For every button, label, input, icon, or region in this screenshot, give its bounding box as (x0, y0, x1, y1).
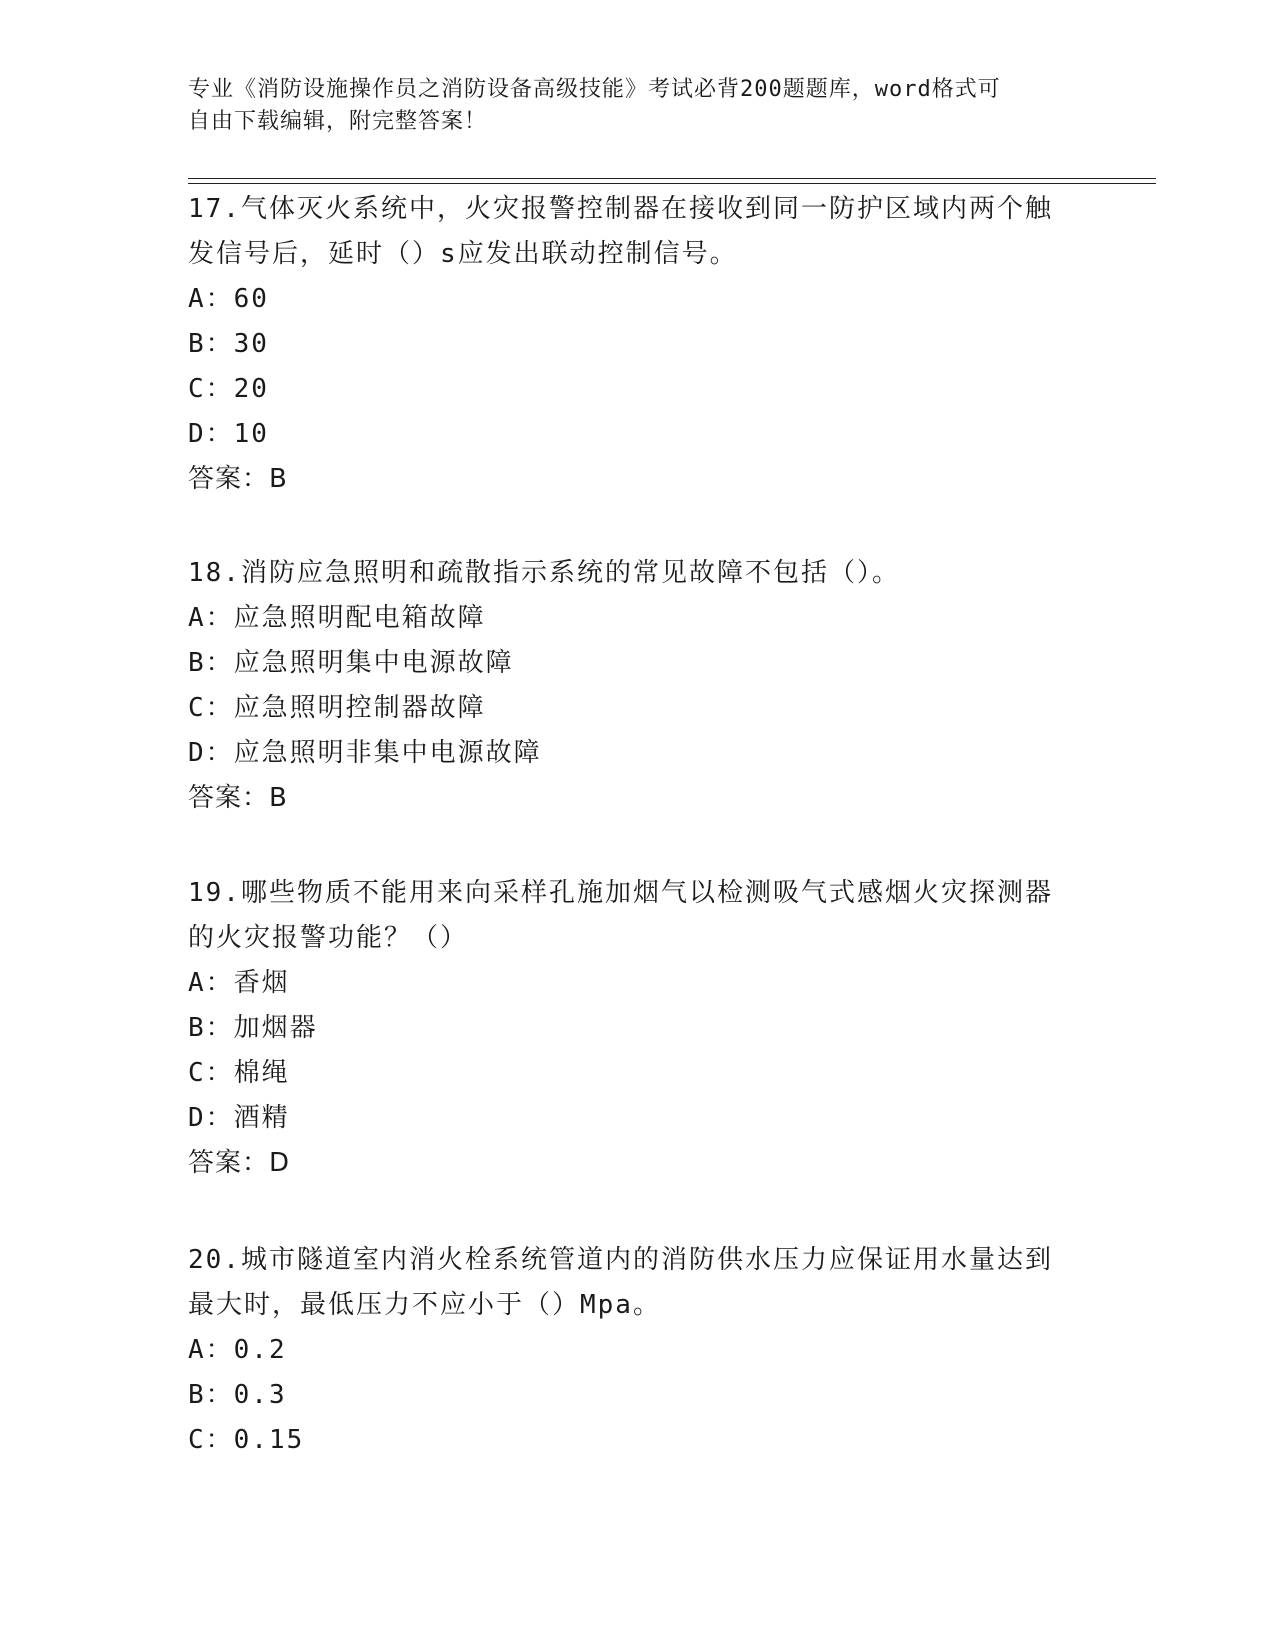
question-17 (188, 187, 1088, 502)
question-text-line-1: 19.哪些物质不能用来向采样孔施加烟气以检测吸气式感烟火灾探测器 (188, 878, 1053, 908)
option-c: C：应急照明控制器故障 (188, 693, 486, 723)
option-c: C：20 (188, 374, 269, 404)
option-c: C：0.15 (188, 1425, 305, 1455)
option-c: C：棉绳 (188, 1058, 290, 1088)
option-a: A：应急照明配电箱故障 (188, 603, 486, 633)
question-text-line-1: 18.消防应急照明和疏散指示系统的常见故障不包括（）。 (188, 558, 900, 588)
header-line-1: 专业《消防设施操作员之消防设备高级技能》考试必背200题题库，word格式可 (188, 77, 1001, 102)
answer-line: 答案：D (188, 1148, 291, 1178)
question-text-line-2: 的火灾报警功能？（） (188, 923, 469, 953)
option-d: D：应急照明非集中电源故障 (188, 738, 542, 768)
header-line-2: 自由下载编辑，附完整答案！ (188, 109, 488, 134)
header-divider-top (188, 178, 1156, 179)
option-d: D：10 (188, 419, 269, 449)
question-text-line-1: 20.城市隧道室内消火栓系统管道内的消防供水压力应保证用水量达到 (188, 1245, 1053, 1275)
option-b: B：0.3 (188, 1380, 287, 1410)
option-b: B：应急照明集中电源故障 (188, 648, 514, 678)
option-d: D：酒精 (188, 1103, 290, 1133)
question-text-line-2: 最大时，最低压力不应小于（）Mpa。 (188, 1290, 661, 1320)
question-text-line-2: 发信号后，延时（）s应发出联动控制信号。 (188, 239, 738, 269)
option-b: B：加烟器 (188, 1013, 318, 1043)
option-b: B：30 (188, 329, 269, 359)
option-a: A：0.2 (188, 1335, 287, 1365)
option-a: A：60 (188, 284, 269, 314)
question-20 (188, 1238, 1088, 1463)
answer-line: 答案：B (188, 783, 288, 813)
question-18 (188, 551, 1088, 821)
option-a: A：香烟 (188, 968, 290, 998)
answer-line: 答案：B (188, 464, 288, 494)
header-divider-bottom (188, 183, 1156, 184)
document-header (188, 74, 1088, 138)
question-text-line-1: 17.气体灭火系统中，火灾报警控制器在接收到同一防护区域内两个触 (188, 194, 1053, 224)
question-19 (188, 871, 1088, 1186)
